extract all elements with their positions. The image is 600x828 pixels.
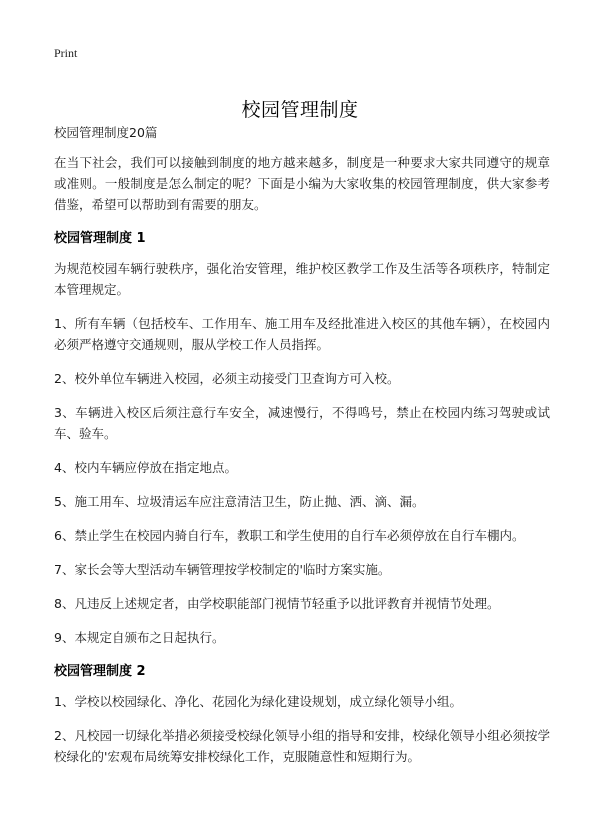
section-heading-1: 校园管理制度 1: [54, 231, 146, 246]
rule-item-2: 2、校外单位车辆进入校园，必须主动接受门卫查询方可入校。: [54, 371, 400, 386]
rule-item-9: 9、本规定自颁布之日起执行。: [54, 630, 225, 645]
rule-item-5: 5、施工用车、垃圾清运车应注意清洁卫生，防止抛、洒、滴、漏。: [54, 494, 425, 509]
intro-paragraph: 在当下社会，我们可以接触到制度的地方越来越多，制度是一种要求大家共同遵守的规章或准则。一般制度是怎么制定的呢？下面是小编为大家收集的校园管理制度，供大家参考借鉴，希望可以帮助到有需要的朋友。: [54, 155, 550, 212]
rule-item-2: 2、凡校园一切绿化举措必须接受校绿化领导小组的指导和安排，校绿化领导小组必须按学校绿化的'宏观布局统筹安排校绿化工作，克服随意性和短期行为。: [54, 728, 550, 764]
rule-item-7: 7、家长会等大型活动车辆管理按学校制定的'临时方案实施。: [54, 562, 391, 577]
document-subtitle: 校园管理制度20篇: [54, 125, 158, 140]
rule-item-1: 1、学校以校园绿化、净化、花园化为绿化建设规划，成立绿化领导小组。: [54, 694, 462, 709]
rule-item-8: 8、凡违反上述规定者，由学校职能部门视情节轻重予以批评教育并视情节处理。: [54, 596, 500, 611]
rule-item-3: 3、车辆进入校区后须注意行车安全，减速慢行，不得鸣号，禁止在校园内练习驾驶或试车、验车。: [54, 405, 550, 441]
page-title: 校园管理制度: [241, 98, 359, 121]
section-heading-2: 校园管理制度 2: [54, 664, 146, 679]
rule-item-6: 6、禁止学生在校园内骑自行车，教职工和学生使用的自行车必须停放在自行车棚内。: [54, 528, 525, 543]
rule-item-1: 1、所有车辆（包括校车、工作用车、施工用车及经批准进入校区的其他车辆），在校园内必须严格遵守交通规则，服从学校工作人员指挥。: [54, 316, 550, 352]
print-link[interactable]: Print: [54, 46, 78, 60]
paragraph: 为规范校园车辆行驶秩序，强化治安管理，维护校区教学工作及生活等各项秩序，特制定本管理规定。: [54, 261, 550, 297]
rule-item-4: 4、校内车辆应停放在指定地点。: [54, 460, 237, 475]
document-body: [54, 122, 550, 780]
